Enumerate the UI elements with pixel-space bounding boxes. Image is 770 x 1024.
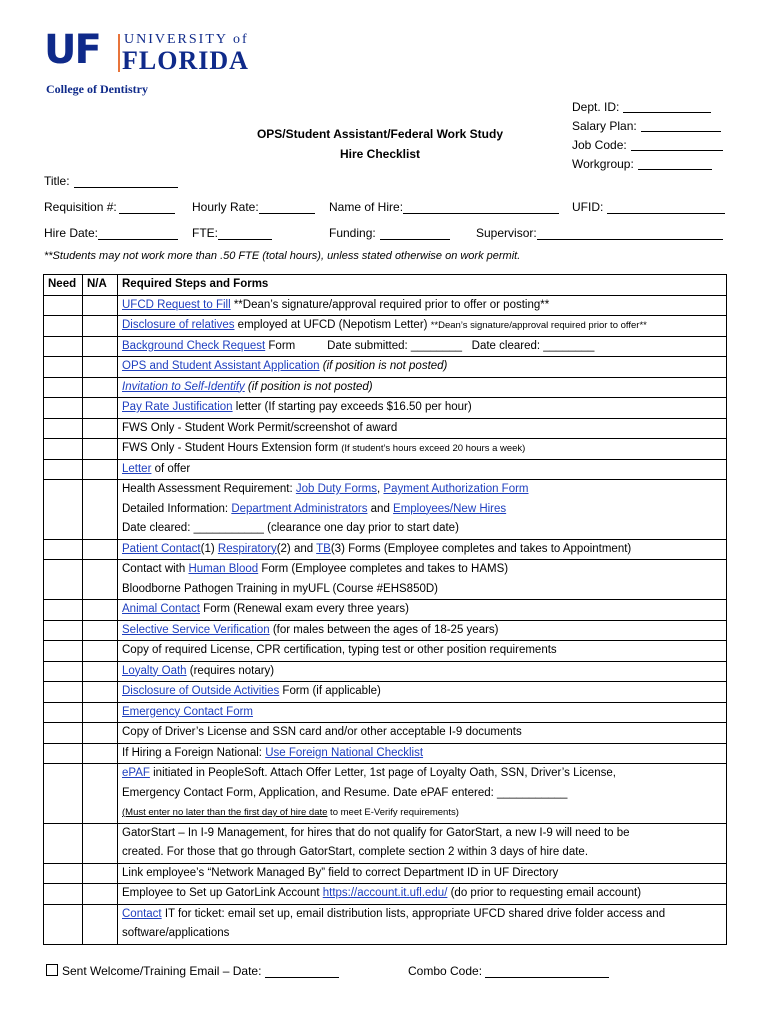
page-title bbox=[230, 124, 530, 164]
welcome-email-checkbox[interactable] bbox=[46, 964, 58, 976]
step-note: (Must enter no later than the first day of hire date bbox=[122, 807, 328, 818]
table-row bbox=[44, 439, 727, 460]
loyalty-oath-link[interactable]: Loyalty Oath bbox=[122, 664, 187, 677]
pay-rate-link[interactable]: Pay Rate Justification bbox=[122, 401, 233, 413]
na-cell[interactable] bbox=[83, 295, 118, 316]
supervisor-field[interactable] bbox=[537, 226, 723, 240]
na-cell[interactable] bbox=[83, 377, 118, 398]
funding-field[interactable] bbox=[380, 226, 450, 240]
table-row bbox=[44, 357, 727, 378]
need-cell[interactable] bbox=[44, 682, 83, 703]
payment-auth-link[interactable]: Payment Authorization Form bbox=[383, 483, 529, 495]
need-cell[interactable] bbox=[44, 418, 83, 439]
na-cell[interactable] bbox=[83, 823, 118, 863]
background-check-link[interactable]: Background Check Request bbox=[122, 339, 266, 352]
ufid-label: UFID: bbox=[572, 200, 604, 214]
na-cell[interactable] bbox=[83, 480, 118, 540]
need-cell[interactable] bbox=[44, 560, 83, 600]
need-cell[interactable] bbox=[44, 439, 83, 460]
dept-admin-link[interactable]: Department Administrators bbox=[231, 502, 368, 515]
requisition-field[interactable] bbox=[119, 200, 175, 214]
table-row bbox=[44, 418, 727, 439]
need-cell[interactable] bbox=[44, 863, 83, 884]
col-na: N/A bbox=[83, 275, 118, 296]
na-cell[interactable] bbox=[83, 863, 118, 884]
title-line1: OPS/Student Assistant/Federal Work Study bbox=[256, 127, 504, 141]
animal-contact-link[interactable]: Animal Contact bbox=[122, 603, 200, 615]
step-text: initiated in PeopleSoft. Attach Offer Letter, 1st page of Loyalty Oath, SSN, Driver’s License, bbox=[149, 767, 616, 779]
step-text: Date cleared: ___________ (clearance one day prior to start date) bbox=[122, 522, 459, 534]
na-cell[interactable] bbox=[83, 641, 118, 662]
gatorlink-url-link[interactable]: https://account.it.ufl.edu/ bbox=[322, 887, 448, 899]
step-note: **Dean’s signature/approval required prior to offer** bbox=[430, 320, 647, 331]
table-row bbox=[44, 377, 727, 398]
step-text: IT for ticket: email set up, email distribution lists, appropriate UFCD shared drive folder access and bbox=[161, 907, 666, 920]
checklist-table bbox=[43, 274, 727, 945]
na-cell[interactable] bbox=[83, 316, 118, 337]
na-cell[interactable] bbox=[83, 904, 118, 944]
hire-date-row bbox=[44, 226, 734, 242]
table-row bbox=[44, 539, 727, 560]
na-cell[interactable] bbox=[83, 418, 118, 439]
need-cell[interactable] bbox=[44, 620, 83, 641]
dept-block bbox=[572, 98, 723, 174]
step-text: Form (Renewal exam every three years) bbox=[199, 603, 409, 615]
welcome-email-row bbox=[46, 964, 339, 978]
table-row bbox=[44, 336, 727, 357]
na-cell[interactable] bbox=[83, 439, 118, 460]
fte-note: **Students may not work more than .50 FTE (total hours), unless stated otherwise on work permit. bbox=[44, 250, 521, 262]
title-field[interactable] bbox=[74, 174, 178, 188]
dept-id-field[interactable] bbox=[623, 98, 711, 113]
salary-plan-label: Salary Plan: bbox=[572, 119, 637, 133]
need-cell[interactable] bbox=[44, 459, 83, 480]
need-cell[interactable] bbox=[44, 743, 83, 764]
self-identify-link[interactable]: Invitation to Self-Identify bbox=[122, 380, 245, 393]
table-row bbox=[44, 316, 727, 337]
need-cell[interactable] bbox=[44, 702, 83, 723]
step-note: (If student’s hours exceed 20 hours a week) bbox=[341, 443, 526, 454]
na-cell[interactable] bbox=[83, 620, 118, 641]
step-text: created. For those that go through GatorStart, complete section 2 within 3 days of hire date. bbox=[122, 846, 589, 858]
college-name: College of Dentistry bbox=[46, 82, 148, 96]
step-text: employed at UFCD (Nepotism Letter) bbox=[234, 319, 431, 331]
table-row bbox=[44, 764, 727, 824]
disclosure-relatives-link[interactable]: Disclosure of relatives bbox=[122, 319, 235, 331]
step-text: **Dean’s signature/approval required prior to offer or posting** bbox=[230, 298, 550, 311]
logo-uf-mark: UF bbox=[44, 27, 100, 73]
step-text: GatorStart – In I-9 Management, for hires that do not qualify for GatorStart, a new I-9 will need to be bbox=[122, 826, 630, 839]
hourly-rate-field[interactable] bbox=[259, 200, 315, 214]
combo-code-row bbox=[408, 964, 609, 978]
uf-logo bbox=[44, 27, 249, 75]
selective-service-link[interactable]: Selective Service Verification bbox=[122, 623, 270, 636]
na-cell[interactable] bbox=[83, 884, 118, 905]
need-cell[interactable] bbox=[44, 336, 83, 357]
funding-label: Funding: bbox=[329, 226, 376, 240]
logo-divider bbox=[118, 34, 120, 72]
epaf-link[interactable]: ePAF bbox=[122, 767, 150, 779]
table-row bbox=[44, 295, 727, 316]
step-note: to meet E-Verify requirements) bbox=[327, 807, 459, 818]
col-steps: Required Steps and Forms bbox=[118, 275, 727, 296]
na-cell[interactable] bbox=[83, 357, 118, 378]
step-text: (requires notary) bbox=[186, 664, 275, 677]
need-cell[interactable] bbox=[44, 539, 83, 560]
table-row bbox=[44, 459, 727, 480]
logo-university: UNIVERSITY of bbox=[124, 32, 249, 47]
step-text: Form (Employee completes and takes to HAMS) bbox=[258, 563, 509, 575]
na-cell[interactable] bbox=[83, 600, 118, 621]
na-cell[interactable] bbox=[83, 764, 118, 824]
workgroup-label: Workgroup: bbox=[572, 157, 634, 171]
table-row bbox=[44, 863, 727, 884]
step-text: (3) Forms (Employee completes and takes to Appointment) bbox=[330, 542, 632, 555]
step-text: letter (If starting pay exceeds $16.50 per hour) bbox=[232, 401, 472, 413]
need-cell[interactable] bbox=[44, 600, 83, 621]
ufid-field[interactable] bbox=[607, 200, 725, 214]
need-cell[interactable] bbox=[44, 480, 83, 540]
fte-label: FTE: bbox=[192, 226, 218, 240]
step-text: FWS Only - Student Hours Extension form bbox=[122, 442, 342, 454]
na-cell[interactable] bbox=[83, 702, 118, 723]
table-row bbox=[44, 560, 727, 600]
step-text: of offer bbox=[151, 462, 191, 475]
na-cell[interactable] bbox=[83, 336, 118, 357]
table-row bbox=[44, 743, 727, 764]
step-text: software/applications bbox=[122, 927, 230, 939]
table-row bbox=[44, 823, 727, 863]
na-cell[interactable] bbox=[83, 459, 118, 480]
step-text: FWS Only - Student Work Permit/screenshot of award bbox=[118, 418, 727, 439]
step-text: Detailed Information: bbox=[122, 502, 232, 515]
table-row bbox=[44, 723, 727, 744]
title-label: Title: bbox=[44, 174, 70, 188]
step-text: Form Date submitted: ________ Date cleared: ________ bbox=[265, 339, 595, 352]
step-text: Form (if applicable) bbox=[279, 685, 381, 697]
na-cell[interactable] bbox=[83, 723, 118, 744]
human-blood-link[interactable]: Human Blood bbox=[188, 563, 259, 575]
step-text: Emergency Contact Form, Application, and Resume. Date ePAF entered: ___________ bbox=[122, 786, 568, 799]
table-row bbox=[44, 702, 727, 723]
col-need: Need bbox=[44, 275, 83, 296]
need-cell[interactable] bbox=[44, 823, 83, 863]
logo-florida: FLORIDA bbox=[122, 46, 249, 75]
table-header-row bbox=[44, 275, 727, 296]
na-cell[interactable] bbox=[83, 743, 118, 764]
job-code-label: Job Code: bbox=[572, 138, 627, 152]
welcome-email-label: Sent Welcome/Training Email – Date: bbox=[62, 964, 265, 978]
step-text: Link employee’s “Network Managed By” field to correct Department ID in UF Directory bbox=[118, 863, 727, 884]
workgroup-field[interactable] bbox=[638, 155, 712, 170]
na-cell[interactable] bbox=[83, 560, 118, 600]
hourly-rate-label: Hourly Rate: bbox=[192, 200, 259, 214]
title-line2: Hire Checklist bbox=[339, 147, 421, 161]
step-text: If Hiring a Foreign National: bbox=[122, 746, 266, 759]
table-row bbox=[44, 884, 727, 905]
emergency-contact-link[interactable]: Emergency Contact Form bbox=[122, 705, 254, 718]
need-cell[interactable] bbox=[44, 661, 83, 682]
hire-date-field[interactable] bbox=[98, 226, 178, 240]
need-cell[interactable] bbox=[44, 723, 83, 744]
step-text: Contact with bbox=[122, 563, 189, 575]
na-cell[interactable] bbox=[83, 398, 118, 419]
job-duty-forms-link[interactable]: Job Duty Forms bbox=[295, 483, 378, 495]
requisition-label: Requisition #: bbox=[44, 200, 117, 214]
supervisor-label: Supervisor: bbox=[476, 226, 537, 240]
step-text: Copy of required License, CPR certification, typing test or other position requirements bbox=[118, 641, 727, 662]
table-row bbox=[44, 661, 727, 682]
step-text: (1) bbox=[200, 542, 218, 555]
need-cell[interactable] bbox=[44, 884, 83, 905]
salary-plan-field[interactable] bbox=[641, 117, 721, 132]
fte-field[interactable] bbox=[218, 226, 272, 240]
respiratory-link[interactable]: Respiratory bbox=[217, 542, 277, 555]
step-text: (2) and bbox=[276, 542, 317, 555]
step-text: Employee to Set up GatorLink Account bbox=[122, 887, 323, 899]
need-cell[interactable] bbox=[44, 316, 83, 337]
job-code-field[interactable] bbox=[631, 136, 723, 151]
table-row bbox=[44, 620, 727, 641]
employees-new-hires-link[interactable]: Employees/New Hires bbox=[393, 502, 507, 515]
hire-date-label: Hire Date: bbox=[44, 226, 99, 240]
table-row bbox=[44, 600, 727, 621]
step-text: (if position is not posted) bbox=[319, 360, 448, 372]
need-cell[interactable] bbox=[44, 357, 83, 378]
need-cell[interactable] bbox=[44, 904, 83, 944]
title-row bbox=[44, 174, 178, 188]
dept-id-label: Dept. ID: bbox=[572, 100, 620, 114]
name-of-hire-field[interactable] bbox=[403, 200, 559, 214]
step-text: (for males between the ages of 18-25 years) bbox=[269, 623, 499, 636]
step-text: (do prior to requesting email account) bbox=[447, 887, 642, 899]
contact-it-link[interactable]: Contact bbox=[122, 907, 162, 920]
table-row bbox=[44, 682, 727, 703]
need-cell[interactable] bbox=[44, 641, 83, 662]
step-text: Copy of Driver’s License and SSN card and/or other acceptable I-9 documents bbox=[118, 723, 727, 744]
ops-application-link[interactable]: OPS and Student Assistant Application bbox=[122, 360, 320, 372]
need-cell[interactable] bbox=[44, 377, 83, 398]
need-cell[interactable] bbox=[44, 398, 83, 419]
welcome-date-field[interactable] bbox=[265, 964, 339, 978]
table-row bbox=[44, 480, 727, 540]
request-to-fill-link[interactable]: UFCD Request to Fill bbox=[122, 298, 231, 311]
na-cell[interactable] bbox=[83, 661, 118, 682]
requisition-row bbox=[44, 200, 734, 216]
na-cell[interactable] bbox=[83, 539, 118, 560]
combo-code-label: Combo Code: bbox=[408, 964, 486, 978]
combo-code-field[interactable] bbox=[485, 964, 609, 978]
patient-contact-link[interactable]: Patient Contact bbox=[122, 542, 201, 555]
step-text: Health Assessment Requirement: bbox=[122, 483, 296, 495]
foreign-national-link[interactable]: Use Foreign National Checklist bbox=[265, 746, 424, 759]
table-row bbox=[44, 641, 727, 662]
step-text: (if position is not posted) bbox=[244, 380, 373, 393]
table-row bbox=[44, 398, 727, 419]
step-text: , bbox=[377, 483, 384, 495]
step-text: Bloodborne Pathogen Training in myUFL (Course #EHS850D) bbox=[122, 582, 438, 595]
step-text: and bbox=[367, 502, 394, 515]
tb-link[interactable]: TB bbox=[316, 542, 331, 555]
na-cell[interactable] bbox=[83, 682, 118, 703]
table-row bbox=[44, 904, 727, 944]
outside-activities-link[interactable]: Disclosure of Outside Activities bbox=[122, 685, 280, 697]
need-cell[interactable] bbox=[44, 764, 83, 824]
name-of-hire-label: Name of Hire: bbox=[329, 200, 404, 214]
need-cell[interactable] bbox=[44, 295, 83, 316]
letter-link[interactable]: Letter bbox=[122, 462, 152, 475]
